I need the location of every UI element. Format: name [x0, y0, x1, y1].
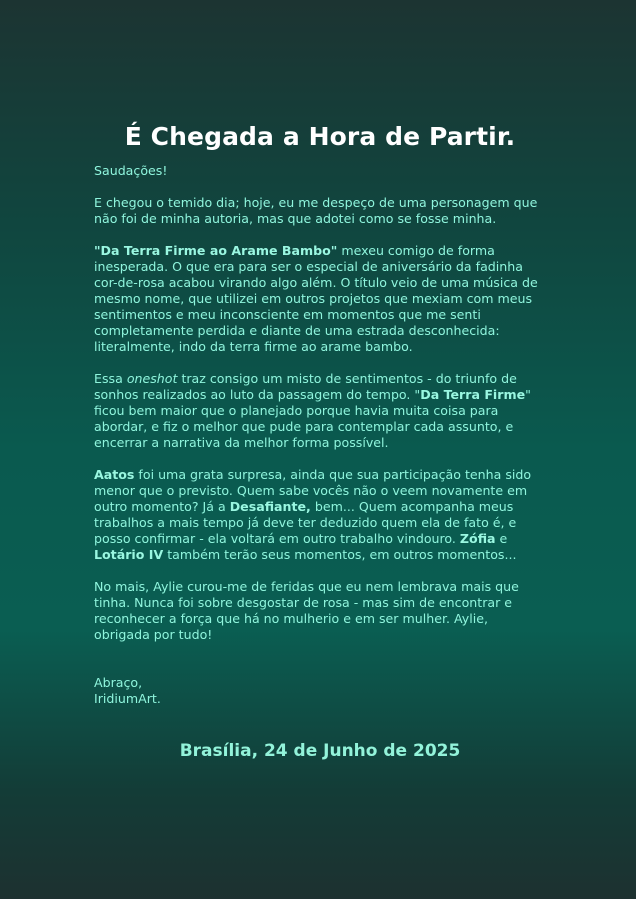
letter-body [94, 163, 546, 643]
character-lotario: Lotário IV [94, 547, 164, 562]
oneshot-italic: oneshot [126, 371, 178, 386]
paragraph-characters [94, 467, 546, 563]
signature: IridiumArt. [94, 691, 161, 706]
text-segment: foi uma grata surpresa, ainda que sua participação tenha sido menor que o previsto. Quem sabe vocês não o veem novamente em outro momento? Já a [94, 467, 532, 514]
text-segment: " ficou bem maior que o planejado porque havia muita coisa para abordar, e fiz o melhor que pude para contemplar cada assunto, e encerrar a narrativa da melhor forma possível. [94, 387, 531, 450]
paragraph-story-title [94, 243, 546, 355]
paragraph-intro: E chegou o temido dia; hoje, eu me despeço de uma personagem que não foi de minha autoria, mas que adotei como se fosse minha. [94, 195, 538, 226]
paragraph-story-text: mexeu comigo de forma inesperada. O que era para ser o especial de aniversário da fadinha cor-de-rosa acabou virando algo além. O título veio de uma música de mesmo nome, que utilizei em outros projetos que mexiam com meus sentimentos e meu inconsciente em momentos que me senti completamente perdida e diante de uma estrada desconhecida: literalmente, indo da terra firme ao arame bambo. [94, 243, 538, 354]
text-segment: e [495, 531, 508, 546]
story-title-bold: "Da Terra Firme ao Arame Bambo" [94, 243, 338, 258]
greeting: Saudações! [94, 163, 168, 178]
text-segment: traz consigo um misto de sentimentos - do triunfo de sonhos realizados ao luto da passagem do tempo. " [94, 371, 517, 402]
text-segment: Essa [94, 371, 127, 386]
paragraph-oneshot [94, 371, 546, 451]
closing: Abraço, [94, 675, 143, 690]
character-zofia: Zófia [459, 531, 496, 546]
paragraph-aylie: No mais, Aylie curou-me de feridas que eu nem lembrava mais que tinha. Nunca foi sobre desgostar de rosa - mas sim de encontrar e reconhecer a força que há no mulherio e em ser mulher. Aylie, obrigada por tudo! [94, 579, 519, 642]
text-segment: também terão seus momentos, em outros momentos... [163, 547, 517, 562]
letter-title: É Chegada a Hora de Partir. [124, 122, 516, 151]
text-segment: bem... Quem acompanha meus trabalhos a mais tempo já deve ter deduzido quem ela de fato é, e posso confirmar - ela voltará em outro trabalho vindouro. [94, 499, 517, 546]
character-aatos: Aatos [94, 467, 135, 482]
character-desafiante: Desafiante, [229, 499, 311, 514]
terra-firme-bold: Da Terra Firme [420, 387, 526, 402]
place-date: Brasília, 24 de Junho de 2025 [179, 741, 461, 761]
signature-block [94, 675, 546, 707]
